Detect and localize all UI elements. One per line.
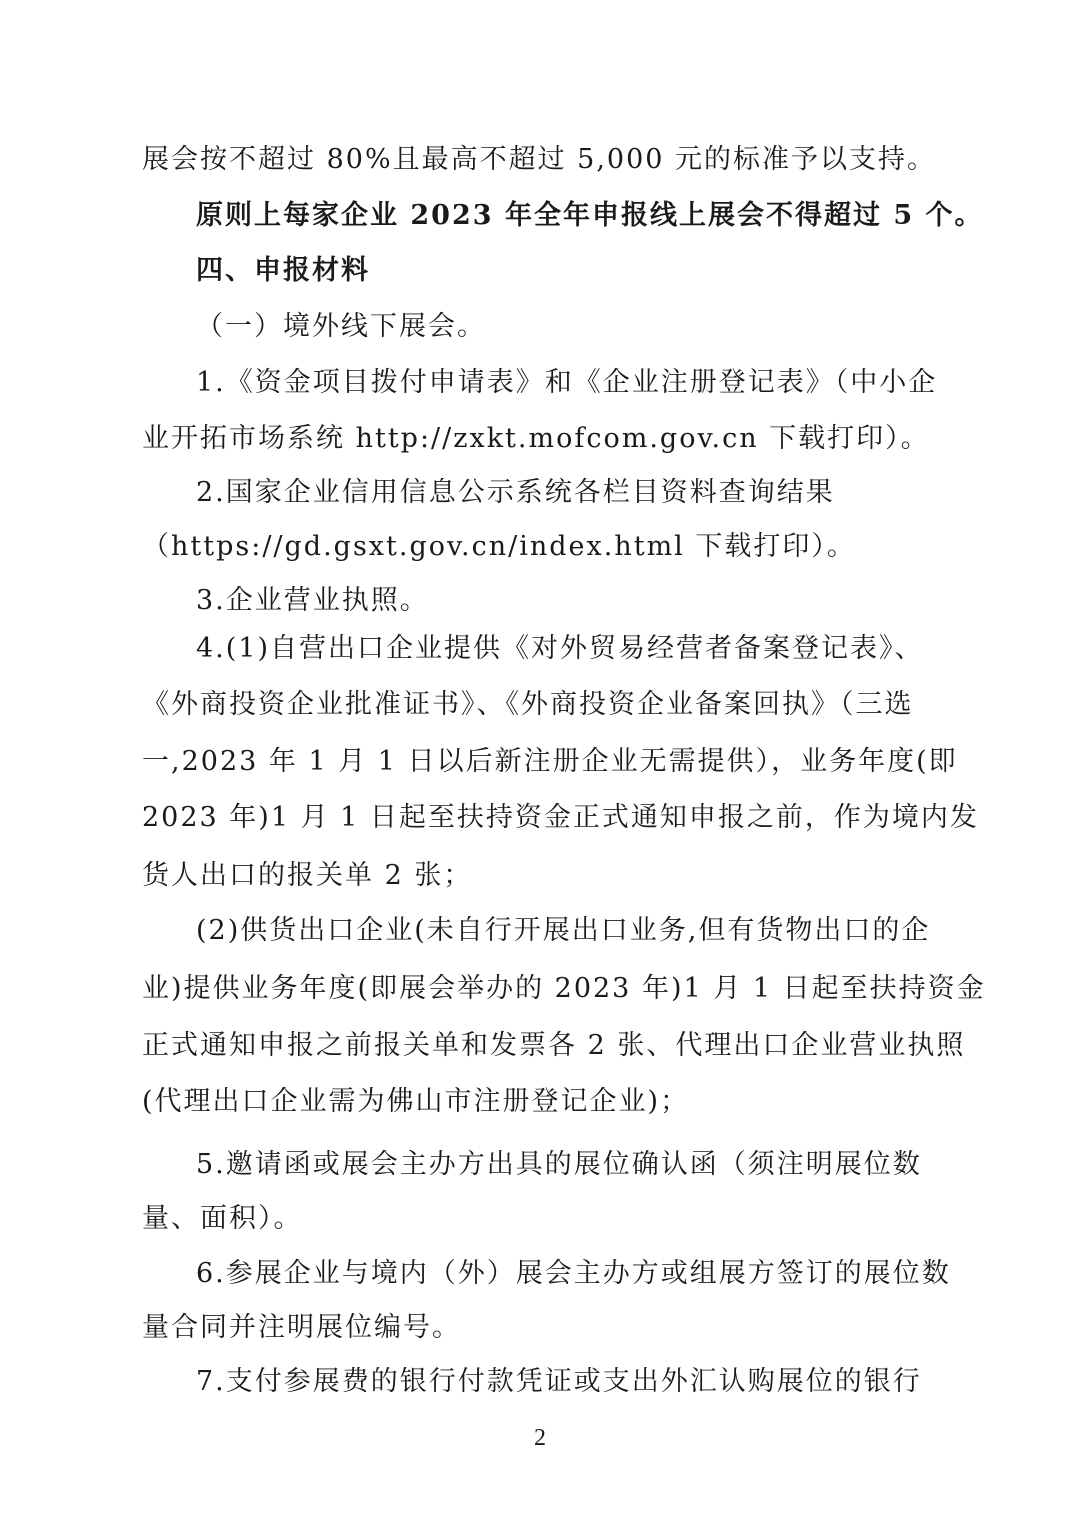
- text-line: 量、面积）。: [142, 1203, 303, 1234]
- text-line: 原则上每家企业 2023 年全年申报线上展会不得超过 5 个。: [196, 200, 984, 231]
- text-line: （https://gd.gsxt.gov.cn/index.html 下载打印）。: [142, 531, 856, 562]
- subsection-heading: （一）境外线下展会。: [196, 311, 486, 342]
- text-line: 7.支付参展费的银行付款凭证或支出外汇认购展位的银行: [196, 1366, 922, 1397]
- section-heading: 四、申报材料: [196, 255, 370, 286]
- text-line: 1.《资金项目拨付申请表》和《企业注册登记表》（中小企: [196, 367, 938, 398]
- text-line: 5.邀请函或展会主办方出具的展位确认函（须注明展位数: [196, 1149, 922, 1180]
- text-line: 2023 年)1 月 1 日起至扶持资金正式通知申报之前，作为境内发: [142, 802, 979, 833]
- text-line: 展会按不超过 80%且最高不超过 5,000 元的标准予以支持。: [142, 144, 937, 175]
- text-line: 正式通知申报之前报关单和发票各 2 张、代理出口企业营业执照: [142, 1030, 966, 1061]
- page-number: 2: [534, 1425, 546, 1451]
- text-line: (2)供货出口企业(未自行开展出口业务,但有货物出口的企: [196, 915, 931, 946]
- text-line: 业)提供业务年度(即展会举办的 2023 年)1 月 1 日起至扶持资金: [142, 973, 986, 1004]
- text-line: (代理出口企业需为佛山市注册登记企业)；: [142, 1086, 690, 1117]
- text-line: 3.企业营业执照。: [196, 585, 429, 616]
- text-line: 4.(1)自营出口企业提供《对外贸易经营者备案登记表》、: [196, 633, 924, 664]
- text-line: 量合同并注明展位编号。: [142, 1312, 461, 1343]
- text-line: 业开拓市场系统 http://zxkt.mofcom.gov.cn 下载打印）。: [142, 423, 930, 454]
- text-line: 2.国家企业信用信息公示系统各栏目资料查询结果: [196, 477, 835, 508]
- text-line: 货人出口的报关单 2 张；: [142, 860, 473, 891]
- text-line: 6.参展企业与境内（外）展会主办方或组展方签订的展位数: [196, 1258, 951, 1289]
- text-line: 《外商投资企业批准证书》、《外商投资企业备案回执》（三选: [142, 689, 914, 720]
- text-line: 一,2023 年 1 月 1 日以后新注册企业无需提供），业务年度(即: [142, 746, 958, 777]
